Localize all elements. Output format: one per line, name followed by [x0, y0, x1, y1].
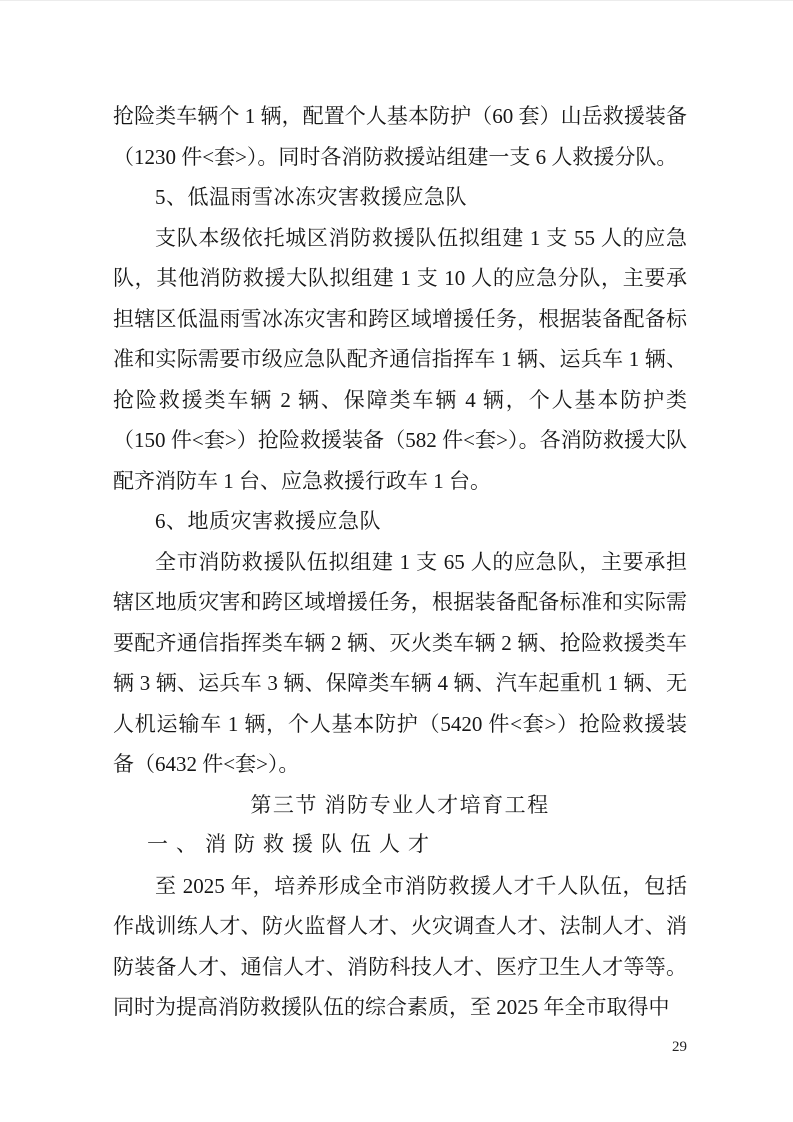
- paragraph-team-6-details: 全市消防救援队伍拟组建 1 支 65 人的应急队，主要承担辖区地质灾害和跨区域增援任务，根据装备配备标准和实际需要配齐通信指挥类车辆 2 辆、灭火类车辆 2 辆、抢险救援类车辆 3 辆、运兵车 3 辆、保障类车辆 4 辆、汽车起重机 1 辆、无人机运输车 1 辆，个人基本防护（5420 件<套>）抢险救援装备（6432 件<套>）。: [113, 549, 687, 776]
- paragraph-talent-plan: 至 2025 年，培养形成全市消防救援人才千人队伍，包括作战训练人才、防火监督人才、火灾调查人才、法制人才、消防装备人才、通信人才、消防科技人才、医疗卫生人才等等。同时为提高消防救援队伍的综合素质，至 2025 年全市取得中: [113, 873, 687, 1019]
- paragraph-mountain-rescue-continuation: 抢险类车辆个 1 辆，配置个人基本防护（60 套）山岳救援装备（1230 件<套>）。同时各消防救援站组建一支 6 人救援分队。: [113, 104, 687, 169]
- heading-team-6-geological: 6、地质灾害救援应急队: [155, 509, 381, 533]
- document-body: [113, 96, 687, 1028]
- subsection-heading-rescue-talent: 一、消防救援队伍人才: [147, 833, 437, 856]
- heading-team-5-low-temperature: 5、低温雨雪冰冻灾害救援应急队: [155, 185, 467, 209]
- page-number: 29: [672, 1039, 687, 1055]
- paragraph-team-5-details: 支队本级依托城区消防救援队伍拟组建 1 支 55 人的应急队，其他消防救援大队拟组建 1 支 10 人的应急分队，主要承担辖区低温雨雪冰冻灾害和跨区域增援任务，根据装备配备标准和实际需要市级应急队配齐通信指挥车 1 辆、运兵车 1 辆、抢险救援类车辆 2 辆、保障类车辆 4 辆，个人基本防护类（150 件<套>）抢险救援装备（582 件<套>）。各消防救援大队配齐消防车 1 台、应急救援行政车 1 台。: [113, 225, 687, 493]
- section-title-talent-program: 第三节 消防专业人才培育工程: [250, 792, 550, 817]
